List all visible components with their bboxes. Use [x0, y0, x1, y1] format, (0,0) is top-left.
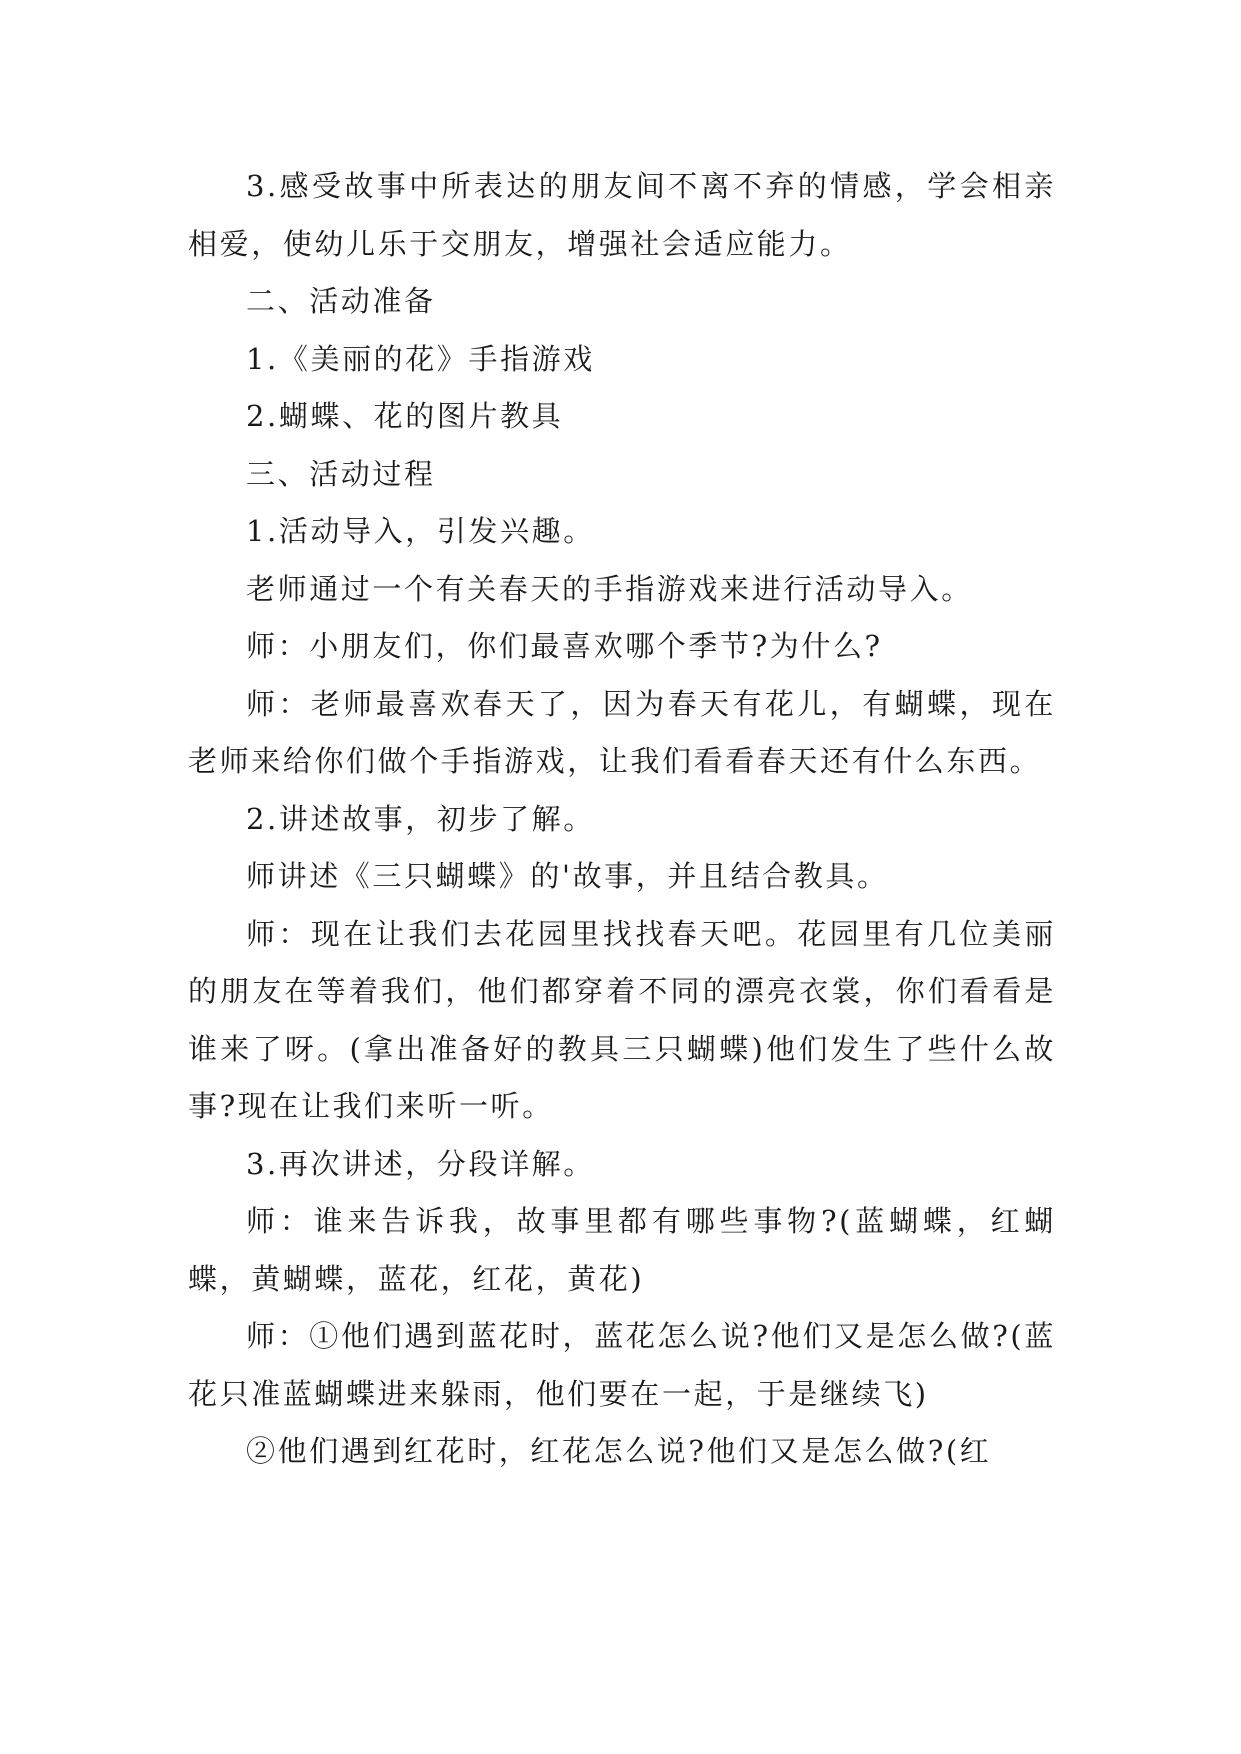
- document-body: [188, 158, 1056, 1481]
- paragraph-teacher-spring: 师：老师最喜欢春天了，因为春天有花儿，有蝴蝶，现在老师来给你们做个手指游戏，让我们看看春天还有什么东西。: [188, 686, 1056, 778]
- heading-activity-process: 三、活动过程: [246, 456, 436, 491]
- paragraph-step-1: 1.活动导入，引发兴趣。: [246, 514, 595, 548]
- paragraph-teacher-garden: 师：现在让我们去花园里找找春天吧。花园里有几位美丽的朋友在等着我们，他们都穿着不同的漂亮衣裳，你们看看是谁来了呀。(拿出准备好的教具三只蝴蝶)他们发生了些什么故事?现在让我们来听一听。: [188, 916, 1056, 1123]
- paragraph-step-2-story: 师讲述《三只蝴蝶》的'故事，并且结合教具。: [246, 859, 889, 893]
- heading-activity-preparation: 二、活动准备: [246, 284, 436, 318]
- paragraph-step-1-intro: 老师通过一个有关春天的手指游戏来进行活动导入。: [246, 571, 973, 606]
- paragraph-goal-3: 3.感受故事中所表达的朋友间不离不弃的情感，学会相亲相爱，使幼儿乐于交朋友，增强社会适应能力。: [188, 169, 1056, 261]
- paragraph-prep-2: 2.蝴蝶、花的图片教具: [246, 399, 564, 433]
- paragraph-teacher-things: 师：谁来告诉我，故事里都有哪些事物?(蓝蝴蝶，红蝴蝶，黄蝴蝶，蓝花，红花，黄花): [188, 1204, 1056, 1296]
- paragraph-blue-flower: 师：①他们遇到蓝花时，蓝花怎么说?他们又是怎么做?(蓝花只准蓝蝴蝶进来躲雨，他们要在一起，于是继续飞): [188, 1319, 1056, 1411]
- paragraph-teacher-question: 师：小朋友们，你们最喜欢哪个季节?为什么?: [246, 629, 883, 663]
- paragraph-red-flower: ②他们遇到红花时，红花怎么说?他们又是怎么做?(红: [246, 1434, 992, 1468]
- paragraph-step-2: 2.讲述故事，初步了解。: [246, 801, 595, 836]
- paragraph-step-3: 3.再次讲述，分段详解。: [246, 1146, 595, 1181]
- paragraph-prep-1: 1.《美丽的花》手指游戏: [246, 341, 595, 376]
